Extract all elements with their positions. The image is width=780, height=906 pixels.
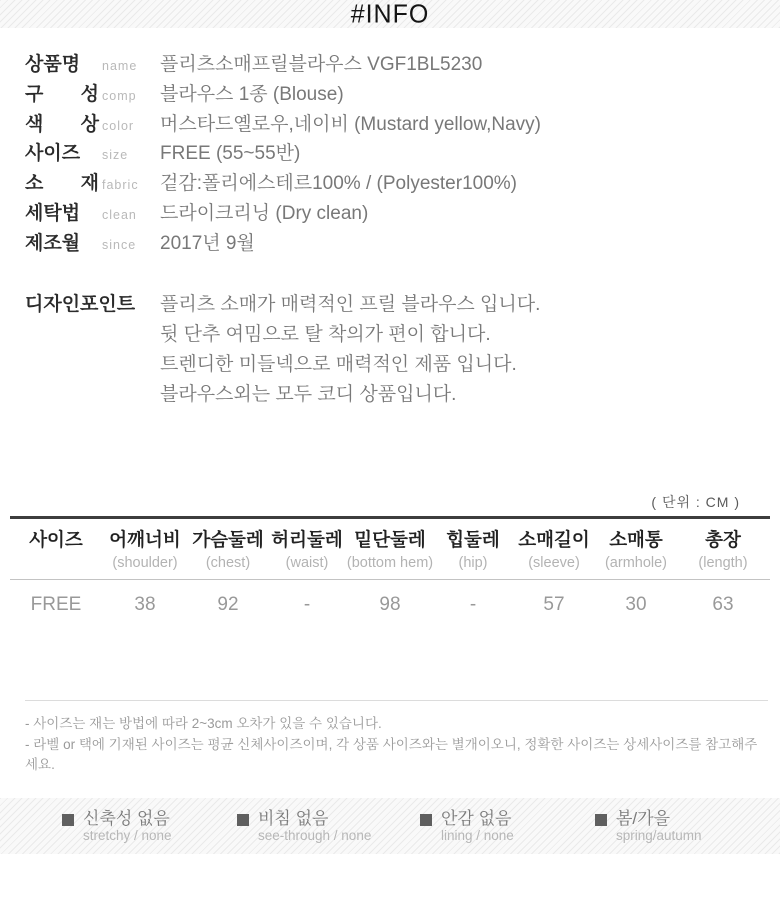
spec-label-en: comp [102,88,137,103]
size-notes [25,714,770,776]
attribute-text: 신축성 없음 stretchy / none [83,809,172,843]
info-title: #INFO [350,0,430,29]
table-cell-waist: - [303,594,311,615]
column-header: 사이즈 [29,529,83,550]
attribute-bar [0,798,780,854]
spec-label [25,49,160,76]
attribute-see-through [237,809,371,844]
spec-label [25,109,160,136]
spec-label [25,198,160,225]
spec-row-since [25,228,755,258]
square-bullet-icon [420,814,432,826]
spec-label [25,228,160,255]
table-cell-size: FREE [30,594,82,615]
design-point-line: 트렌디한 미들넥으로 매력적인 제품 입니다. [160,354,517,375]
square-bullet-icon [62,814,74,826]
column-header: 소매통 (armhole) [604,529,668,571]
spec-label-ko: 구 성 [25,83,99,105]
spec-label-en: clean [102,207,137,222]
spec-label-en: color [102,118,135,133]
design-point-lines [160,290,540,410]
attribute-text: 봄/가을 spring/autumn [616,809,702,843]
column-header: 어깨너비 (shoulder) [109,529,181,571]
spec-row-color [25,109,755,139]
column-header: 밑단둘레 (bottom hem) [346,529,434,571]
table-cell-shoulder: 38 [134,594,156,615]
spec-row-clean [25,198,755,228]
table-cell-hip: - [469,594,477,615]
spec-value: 블라우스 1종 (Blouse) [160,83,344,105]
table-cell-sleeve: 57 [543,594,565,615]
attribute-stretch [62,809,172,844]
spec-row-fabric [25,168,755,198]
table-cell-armhole: 30 [625,594,647,615]
note-line: - 사이즈는 재는 방법에 따라 2~3cm 오차가 있을 수 있습니다. [25,716,382,731]
design-point-line: 뒷 단추 여밈으로 탈 착의가 편이 합니다. [160,324,491,345]
table-cell-bottom-hem: 98 [379,594,401,615]
spec-value: 플리츠소매프릴블라우스 VGF1BL5230 [160,54,483,75]
design-point-line: 플리츠 소매가 매력적인 프릴 블라우스 입니다. [160,294,541,315]
attribute-text: 비침 없음 see-through / none [258,809,372,843]
size-table [10,516,770,628]
spec-value: 머스타드옐로우,네이비 (Mustard yellow,Navy) [160,113,541,135]
spec-row-name [25,49,755,79]
product-spec-list [25,49,755,258]
column-header: 허리둘레 (waist) [271,529,343,571]
spec-label-ko: 색 상 [25,113,99,135]
info-header-band [0,0,780,28]
spec-label-en: name [102,59,138,73]
table-cell-length: 63 [712,594,734,615]
spec-label-en: fabric [102,178,139,193]
spec-label-ko: 소 재 [25,173,99,195]
spec-label-en: since [102,237,137,252]
spec-label [25,138,160,165]
unit-note: ( 단위 : CM ) [651,494,740,510]
column-header: 힙둘레 (hip) [446,529,500,571]
spec-label-ko: 사이즈 [25,143,81,165]
column-header: 소매길이 (sleeve) [518,529,590,571]
spec-value: 2017년 9월 [160,232,255,254]
attribute-text: 안감 없음 lining / none [441,809,514,843]
attribute-season [595,809,702,844]
size-table-row [10,580,770,628]
size-table-header [10,519,770,580]
spec-label [25,79,160,106]
spec-value: 겉감:폴리에스테르100% / (Polyester100%) [160,173,517,195]
spec-label-ko: 세탁법 [25,202,81,224]
column-header: 총장 (length) [698,529,748,571]
design-point-label: 디자인포인트 [25,294,136,315]
column-header: 가슴둘레 (chest) [192,529,264,571]
spec-label [25,168,160,195]
spec-value: 드라이크리닝 (Dry clean) [160,202,369,224]
spec-label-en: size [102,148,129,163]
spec-row-comp [25,79,755,109]
spec-label-ko: 상품명 [25,54,81,75]
attribute-lining [420,809,514,844]
square-bullet-icon [595,814,607,826]
notes-divider [25,700,768,701]
spec-row-size [25,138,755,168]
design-point-section [25,290,755,410]
table-cell-chest: 92 [217,594,239,615]
square-bullet-icon [237,814,249,826]
spec-label-ko: 제조월 [25,232,81,254]
spec-value: FREE (55~55반) [160,143,301,165]
note-line: - 라벨 or 택에 기재된 사이즈는 평균 신체사이즈이며, 각 상품 사이즈와는 별개이오니, 정확한 사이즈는 상세사이즈를 참고해주세요. [25,736,758,772]
design-point-line: 블라우스외는 모두 코디 상품입니다. [160,384,457,405]
